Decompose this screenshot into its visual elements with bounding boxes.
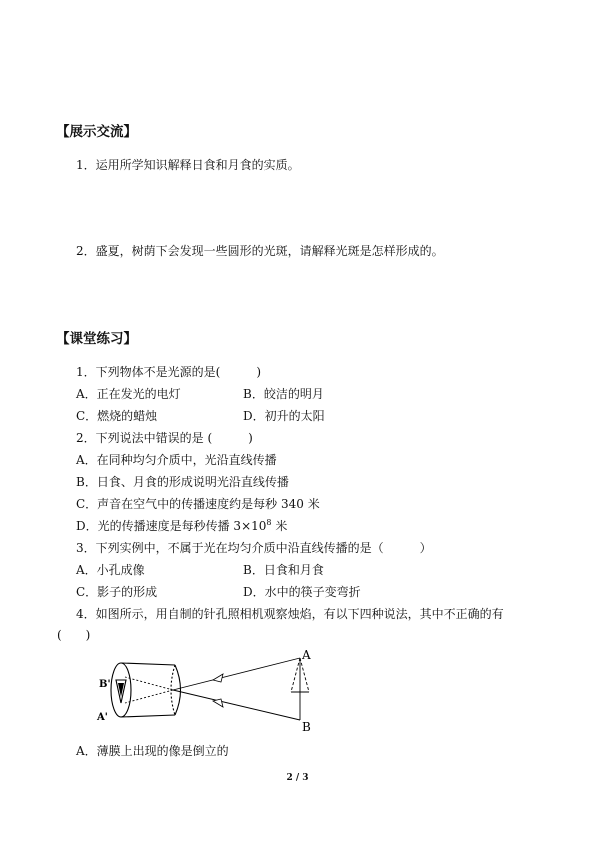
q4-option-a: A．薄膜上出现的像是倒立的 (76, 744, 229, 758)
page-number: 2 / 3 (286, 773, 309, 783)
practice-question-4-stem-line1: 4．如图所示，用自制的针孔照相机观察烛焰，有以下四种说法，其中不正确的有 (76, 607, 504, 621)
figure-label-bottom-right: B (302, 720, 311, 734)
q2-option-d-suffix: 米 (271, 519, 288, 533)
section-heading-display: 【展示交流】 (56, 124, 137, 140)
display-question-2: 2．盛夏，树荫下会发现一些圆形的光斑，请解释光斑是怎样形成的。 (76, 244, 444, 258)
display-question-1: 1．运用所学知识解释日食和月食的实质。 (76, 158, 300, 172)
inverted-image (116, 680, 126, 703)
q2-option-a: A．在同种均匀介质中，光沿直线传播 (76, 453, 277, 467)
q2-option-b: B．日食、月食的形成说明光沿直线传播 (76, 475, 289, 489)
q1-option-d: D．初升的太阳 (243, 409, 325, 423)
q1-option-c: C．燃烧的蜡烛 (76, 409, 158, 423)
q2-option-d (76, 518, 287, 534)
q3-option-b: B．日食和月食 (243, 563, 324, 577)
figure-label-bottom-left: A' (97, 712, 108, 723)
q1-option-b: B．皎洁的明月 (243, 387, 324, 401)
q2-option-c: C．声音在空气中的传播速度约是每秒 340 米 (76, 497, 320, 511)
q3-option-a: A．小孔成像 (76, 563, 145, 577)
practice-question-1-stem: 1．下列物体不是光源的是( ) (76, 365, 261, 379)
practice-question-4-stem-line2: ( ) (57, 628, 91, 642)
candle-object (291, 658, 309, 720)
practice-question-2-stem: 2．下列说法中错误的是 ( ) (76, 431, 253, 445)
figure-label-top-right: A (302, 648, 311, 662)
practice-question-3-stem: 3．下列实例中，不属于光在均匀介质中沿直线传播的是（ ） (76, 541, 432, 555)
q3-option-c: C．影子的形成 (76, 585, 158, 599)
q2-option-d-prefix: D．光的传播速度是每秒传播 3×10 (76, 519, 267, 533)
q2-option-d-exponent: 8 (266, 518, 272, 527)
q3-option-d: D．水中的筷子变弯折 (243, 585, 361, 599)
section-heading-practice: 【课堂练习】 (56, 331, 137, 347)
light-rays (125, 658, 300, 720)
pinhole-camera-figure (95, 645, 330, 735)
figure-label-top-left: B' (99, 679, 111, 690)
q1-option-a: A．正在发光的电灯 (76, 387, 181, 401)
